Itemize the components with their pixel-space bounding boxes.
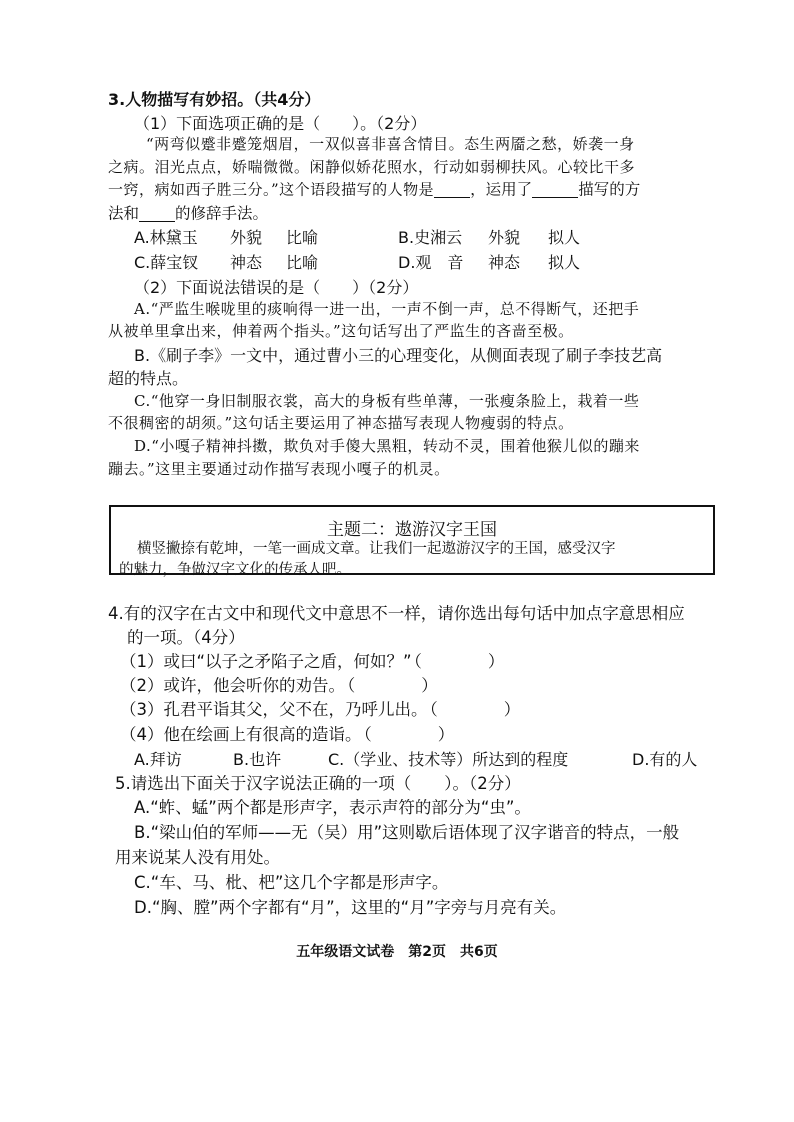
q3-option-d[interactable] — [398, 253, 581, 272]
theme-title: 主题二：遨游汉字王国 — [327, 520, 497, 540]
q3-B-line1: B.《刷子李》一文中，通过曹小三的心理变化，从侧面表现了刷子李技艺高 — [134, 346, 663, 365]
q4-title-line1: 4.有的汉字在古文中和现代文中意思不一样，请你选出每句话中加点字意思相应 — [108, 604, 685, 623]
q5-option-a[interactable]: A.“蚱、蜢”两个都是形声字，表示声符的部分为“虫”。 — [134, 798, 531, 817]
option-letter: C.薛宝钗 — [134, 253, 199, 272]
q4-item4 — [120, 727, 454, 744]
option-word1: 外貌 — [488, 228, 521, 247]
option-word2: 比喻 — [286, 253, 319, 272]
q4-item2 — [120, 678, 438, 695]
q3-C-line1: C.“他穿一身旧制服衣裳，高大的身板有些单薄，一张瘦条脸上，栽着一些 — [134, 392, 640, 410]
theme-line1: 横竖撇捺有乾坤，一笔一画成文章。让我们一起遨游汉字的王国，感受汉字 — [137, 541, 616, 557]
q3-passage-line2: 之病。泪光点点，娇喘微微。闲静似娇花照水，行动如弱柳扶风。心较比干多 — [108, 158, 636, 176]
option-word1: 神态 — [488, 253, 521, 272]
q4-option-a[interactable]: A.拜访 — [134, 750, 182, 769]
answer-blank[interactable] — [532, 182, 578, 198]
q3-passage-line4 — [108, 205, 268, 222]
q3-A-line1: A.“严监生喉咙里的痰响得一进一出，一声不倒一声，总不得断气，还把手 — [134, 300, 640, 318]
q4-item4-text: （4）他在绘画上有很高的造诣。 — [120, 725, 362, 744]
q3-passage-line3-b: ，运用了 — [470, 180, 533, 199]
answer-blank[interactable] — [434, 182, 470, 198]
q4-item1 — [120, 654, 504, 671]
q3-C-line2: 不很稠密的胡须。”这句话主要运用了神态描写表现人物瘦弱的特点。 — [108, 414, 574, 432]
q3-sub2: （2）下面说法错误的是（ ）（2分） — [134, 278, 419, 297]
option-word2: 拟人 — [548, 253, 581, 272]
q4-item1-text: （1）或曰“以子之矛陷子之盾，何如？” — [120, 652, 412, 671]
q3-B-line2: 超的特点。 — [108, 369, 189, 388]
answer-paren[interactable]: （ ） — [347, 676, 438, 695]
q5-option-d[interactable]: D.“胸、膛”两个字都有“月”，这里的“月”字旁与月亮有关。 — [134, 898, 567, 917]
q3-title: 3.人物描写有妙招。（共4分） — [108, 90, 321, 109]
q5-option-b-line2: 用来说某人没有用处。 — [115, 848, 280, 867]
q3-option-c[interactable] — [134, 253, 319, 272]
q3-passage-line4-a: 法和 — [108, 204, 140, 223]
q5-title: 5.请选出下面关于汉字说法正确的一项（ ）。（2分） — [115, 774, 521, 793]
q3-D-line1: D.“小嘎子精神抖擞，欺负对手傻大黑粗，转动不灵，围着他猴儿似的蹦来 — [134, 437, 640, 455]
option-letter: B.史湘云 — [398, 228, 463, 247]
answer-paren[interactable]: （ ） — [429, 700, 521, 719]
page-footer: 五年级语文试卷 第2页 共6页 — [296, 944, 498, 960]
option-word1: 外貌 — [230, 228, 263, 247]
q4-option-d[interactable]: D.有的人 — [632, 750, 698, 769]
q3-passage-line3 — [108, 182, 640, 198]
q4-item3-text: （3）孔君平诣其父，父不在，乃呼儿出。 — [120, 700, 428, 719]
q4-item3 — [120, 702, 520, 719]
option-word1: 神态 — [230, 253, 263, 272]
q4-title-line2: 的一项。（4分） — [127, 628, 245, 647]
q4-item2-text: （2）或许，他会听你的劝告。 — [120, 676, 345, 695]
q3-D-line2: 蹦去。”这里主要通过动作描写表现小嘎子的机灵。 — [108, 460, 450, 478]
q4-option-b[interactable]: B.也许 — [233, 750, 282, 769]
option-letter: D.观 音 — [398, 253, 464, 272]
answer-paren[interactable]: （ ） — [363, 725, 455, 744]
answer-blank[interactable] — [139, 205, 175, 222]
q5-option-b-line1[interactable]: B.“梁山伯的军师——无（吴）用”这则歇后语体现了汉字谐音的特点，一般 — [134, 823, 680, 842]
q4-option-c[interactable]: C.（学业、技术等）所达到的程度 — [328, 750, 569, 769]
q3-passage-line1: “两弯似蹙非蹙笼烟眉，一双似喜非喜含情目。态生两靥之愁，娇袭一身 — [146, 135, 635, 153]
theme-line2: 的魅力，争做汉字文化的传承人吧。 — [119, 562, 351, 578]
q5-option-c[interactable]: C.“车、马、枇、杷”这几个字都是形声字。 — [134, 873, 449, 892]
option-letter: A.林黛玉 — [134, 228, 198, 247]
option-word2: 比喻 — [286, 228, 319, 247]
q3-option-b[interactable] — [398, 228, 581, 247]
theme-box — [109, 505, 715, 578]
option-word2: 拟人 — [548, 228, 581, 247]
q3-passage-line3-a: 一窍，病如西子胜三分。”这个语段描写的人物是 — [108, 180, 435, 199]
q3-sub1: （1）下面选项正确的是（ ）。（2分） — [134, 114, 427, 133]
q3-option-a[interactable] — [134, 228, 319, 247]
q3-A-line2: 从被单里拿出来，伸着两个指头。”这句话写出了严监生的吝啬至极。 — [108, 322, 574, 340]
q3-passage-line3-c: 描写的方 — [578, 180, 641, 199]
answer-paren[interactable]: （ ） — [413, 652, 505, 671]
q3-passage-line4-b: 的修辞手法。 — [175, 204, 269, 223]
